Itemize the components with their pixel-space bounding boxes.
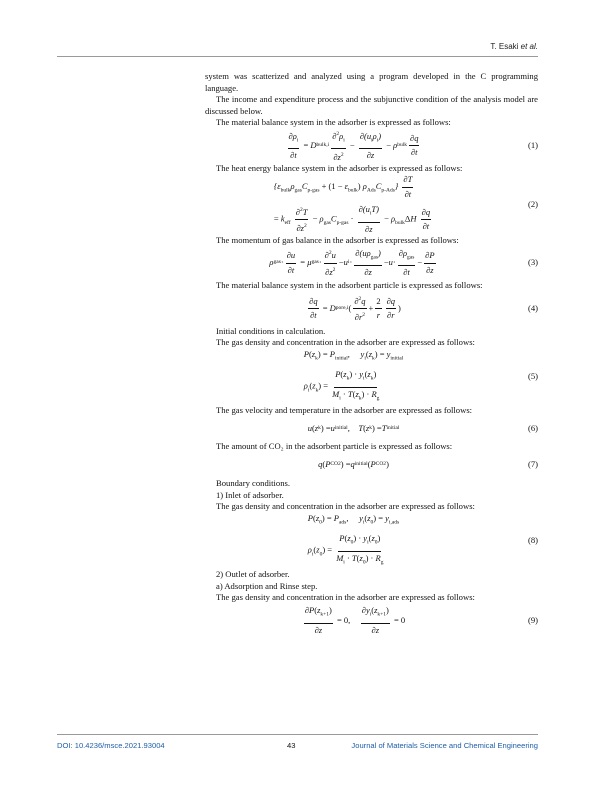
paragraph: 1) Inlet of adsorber. [216,489,284,500]
paragraph: 2) Outlet of adsorber. [216,568,290,579]
paragraph: The income and expenditure process and the subjunctive condition of the analysis model are discussed below. [205,94,538,116]
paragraph: The heat energy balance system in the adsorber is expressed as follows: [216,162,463,173]
equation-number: (8) [527,535,538,546]
equation-number: (9) [527,614,538,625]
equation-8: $P(z_0) = P_{ads}$, $y_i(z_0) = y_{i,ads}$ $\rho_i(z_0)$ = $\frac{P(z_0) \cdot y_i(z_0)}{M_i \cdot T(z_0) \cdot R_g}$ (8) [307,512,538,566]
equation-number: (6) [527,422,538,433]
paragraph: The gas density and concentration in the adsorber are expressed as follows: [216,501,475,512]
equation-4: $\frac{\partial q}{\partial t}$ = D pore,i ( $\frac{\partial^2q}{\partial r^2}$ + $\frac{2}{r}$ $\frac{\partial q}{\partial r}$ ) (4) [309,295,538,323]
paragraph: system was scatterized and analyzed using a program developed in the C programming language. [205,71,538,93]
footer-rule [57,734,538,735]
equation-5: $P(z_k) = P_{initial}$, $y_i(z_k) = y_{initial}$ $\rho_i(z_k)$ = $\frac{P(z_k) \cdot y_i(z_k)}{M_i \cdot T(z_k) \cdot R_g}$ (5) [303,349,538,402]
equation-2: {$\varepsilon_{bulk}\rho_{gas}C_{p-gas} + (1 - \varepsilon_{bulk})$ $\rho_{Ads}C_{p-Ads}$} $\frac{\partial T}{\partial t}$ = $k_{eff}$ $\frac{\partial^2T}{\partial z^2}$ − $\rho_{gas}C_{p-gas}$ · $\frac{\partial(u_iT)}{\partial z}$ − $\rho_{bulk}\Delta H$ $\frac{\partial q}{\partial t}$ (2) [273,174,538,234]
paragraph: Boundary conditions. [216,478,290,489]
paragraph: The gas density and concentration in the adsorber are expressed as follows: [216,592,475,603]
journal-name[interactable]: Journal of Materials Science and Chemical Engineering [351,741,538,750]
header-rule [57,56,538,57]
equation-7: q ( P CO2 ) = q initial ( P CO2 ) (7) [318,459,538,470]
equation-number: (4) [527,302,538,313]
paragraph: The amount of CO₂ in the adsorbent particle is expressed as follows: [216,440,453,451]
equation-number: (7) [527,459,538,470]
equation-number: (2) [527,198,538,209]
paragraph: The material balance system in the adsorber is expressed as follows: [216,117,451,128]
equation-6: u ( z k ) = u initial , T ( z k ) = T initial (6) [307,422,538,433]
equation-number: (1) [527,140,538,151]
equation-3: ρ gas · $\frac{\partial u}{\partial t}$ = μ gas · $\frac{\partial^2u}{\partial z^2}$ − u i · $\frac{\partial(u\rho_{gas})}{\partial z}$ − u · $\frac{\partial\rho_{gas}}{\partial t}$ − $\frac{\partial P}{\partial z}$ (3) [269,247,538,277]
doi-link[interactable]: DOI: 10.4236/msce.2021.93004 [57,741,165,750]
equation-9: $\frac{\partial P(z_{k+1})}{\partial z}$ = 0, $\frac{\partial y_i(z_{k+1})}{\partial z}$ = 0 (9) [304,605,538,635]
running-header: T. Esaki et al. [490,42,538,51]
paragraph: a) Adsorption and Rinse step. [216,580,318,591]
equation-1: $\frac{\partial\rho_i}{\partial t}$ = D bulk,i $\frac{\partial^2\rho_i}{\partial z^2}$ − $\frac{\partial(u_i\rho_i)}{\partial z}$ − ρ bulk $\frac{\partial q}{\partial t}$ (1) [288,130,538,162]
page-number: 43 [287,741,296,750]
paragraph: The material balance system in the adsorbent particle is expressed as follows: [216,280,483,291]
page-body [205,71,538,638]
paragraph: The gas velocity and temperature in the adsorber are expressed as follows: [216,404,473,415]
equation-number: (3) [527,257,538,268]
paragraph: The momentum of gas balance in the adsorber is expressed as follows: [216,234,459,245]
equation-number: (5) [527,371,538,382]
paragraph: The gas density and concentration in the adsorber are expressed as follows: [216,337,475,348]
paragraph: Initial conditions in calculation. [216,325,326,336]
